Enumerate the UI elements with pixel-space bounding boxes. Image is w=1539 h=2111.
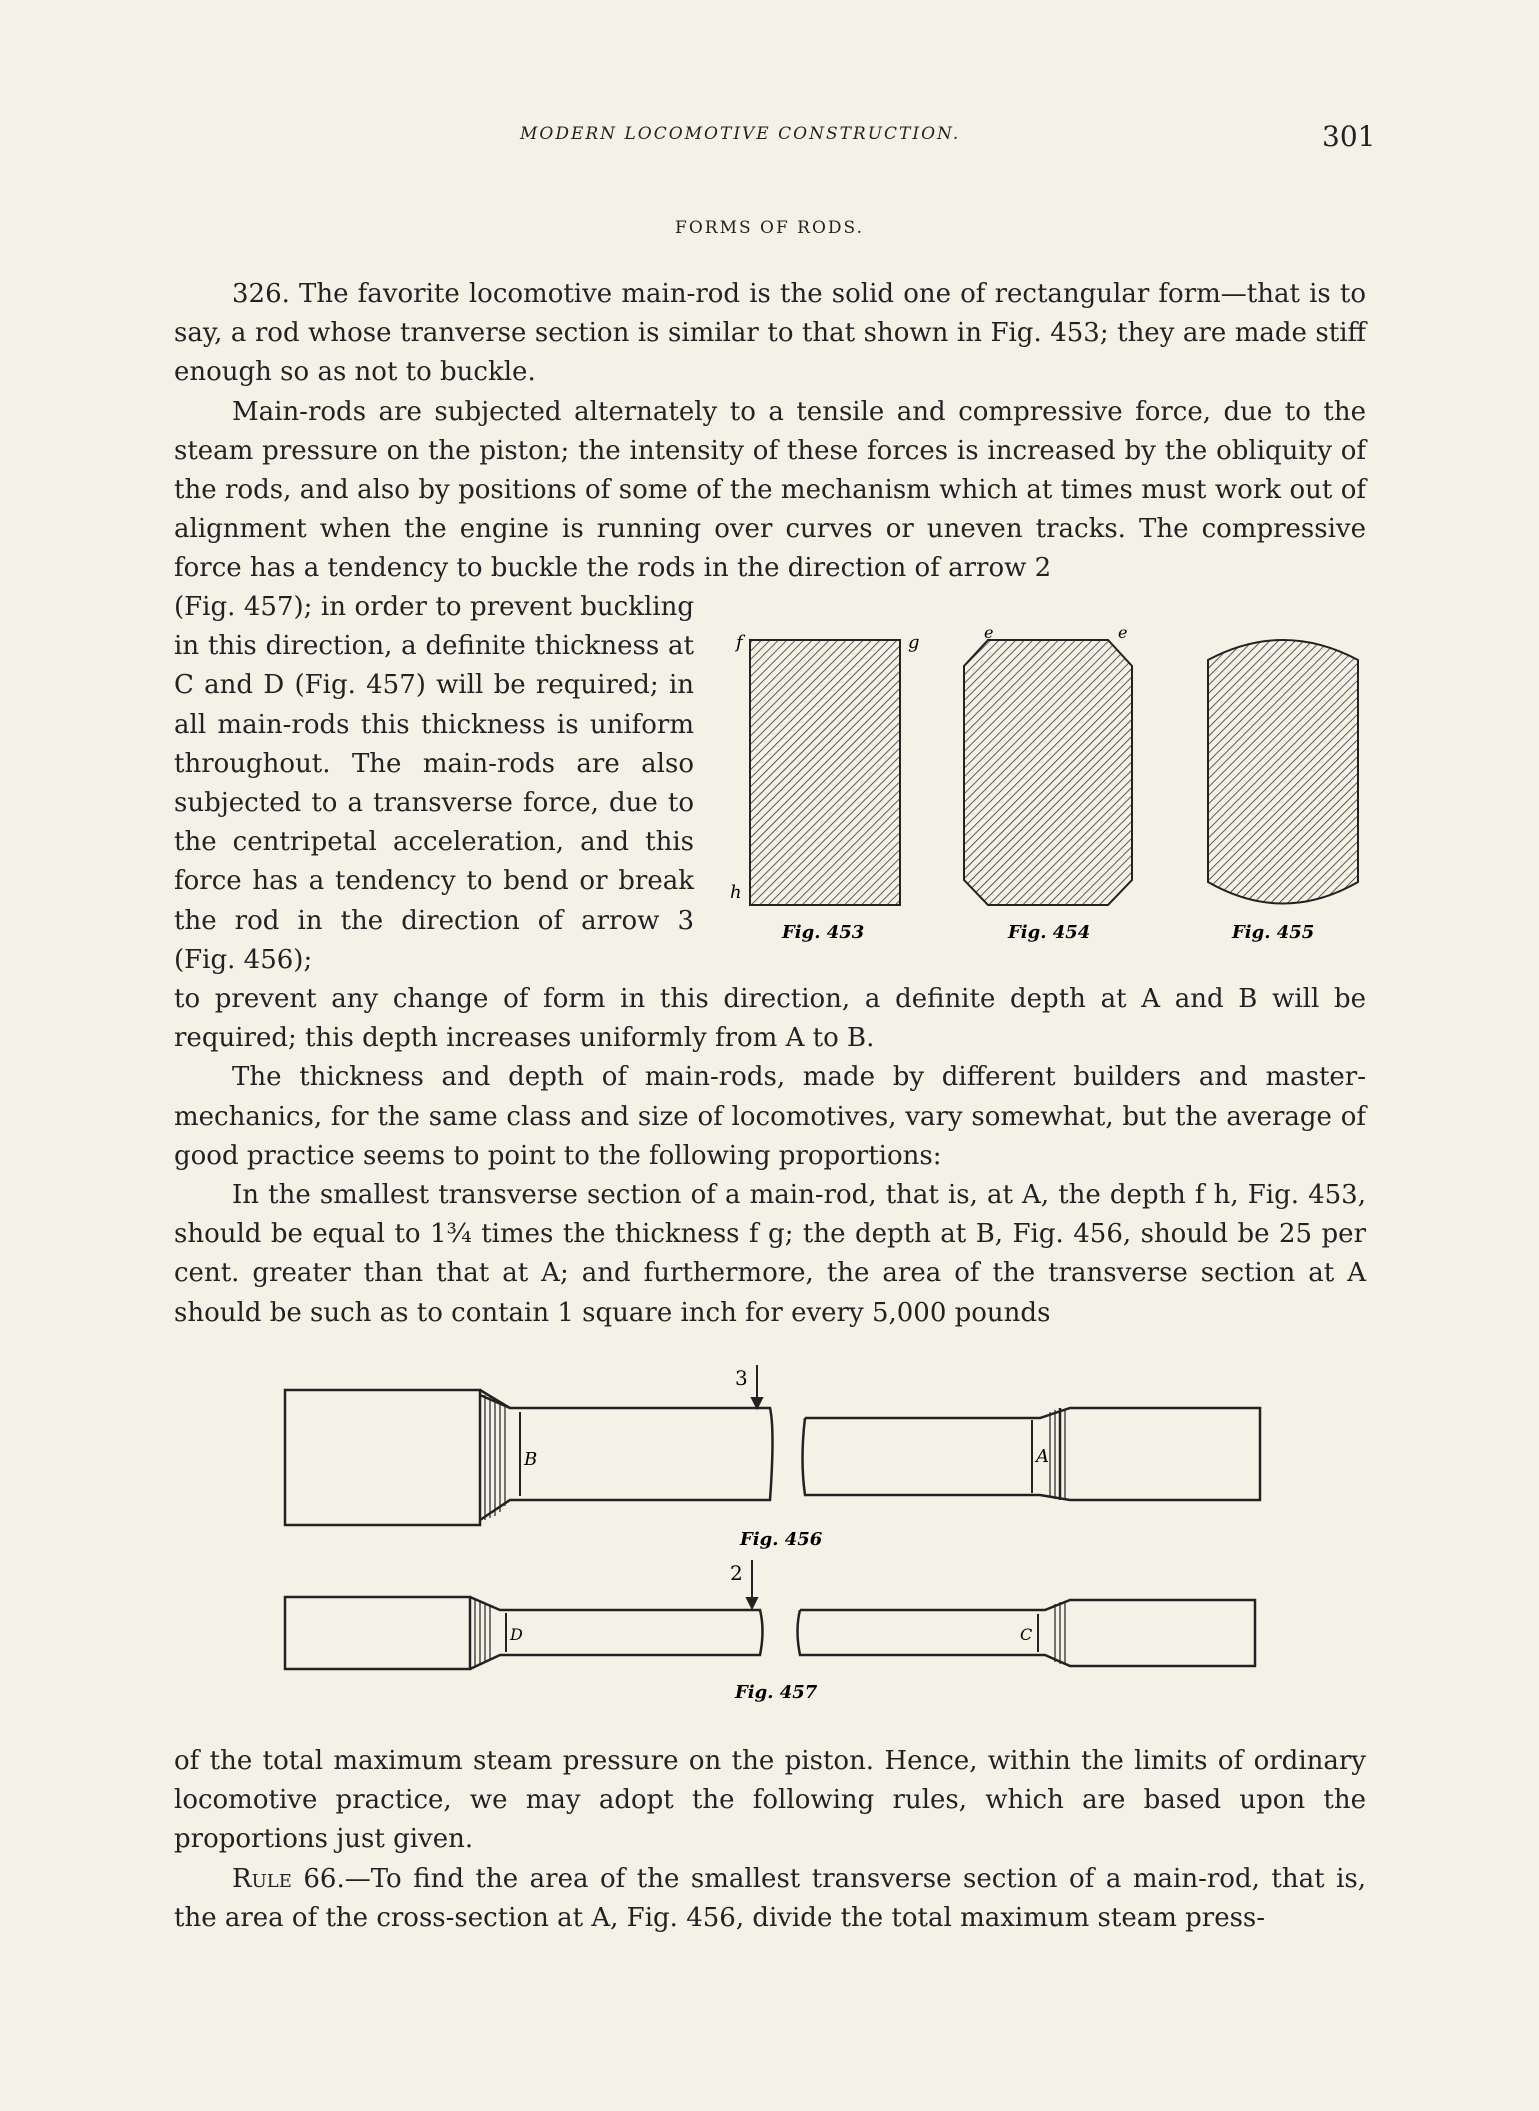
wrapped-text-column	[174, 588, 694, 980]
letter-g: g	[908, 632, 920, 653]
body-text-bottom	[174, 1742, 1366, 1938]
rule-text: 66.—To find the area of the smallest transverse section of a main-rod, that is, the area of the cross-section at A, Fig. 456, divide the total maximum steam press-	[174, 1863, 1366, 1933]
paragraph-proportions: The thickness and depth of main-rods, made by different builders and master-mechanics, for the same class and size of locomotives, vary somewhat, but the average of good practice seems to point to the following proportions:	[174, 1062, 1366, 1171]
body-text-middle	[174, 980, 1366, 1333]
rule-66	[174, 1860, 1366, 1938]
fig453-section	[750, 640, 900, 905]
section-title: FORMS OF RODS.	[675, 218, 864, 238]
fig454-section	[964, 640, 1132, 905]
letter-f: f	[736, 632, 743, 653]
letter-h: h	[730, 882, 742, 903]
paragraph-total-pressure: of the total maximum steam pressure on the piston. Hence, within the limits of ordinary locomotive practice, we may adopt the following rules, which are based upon the proportions just given.	[174, 1746, 1366, 1855]
label-A: A	[1036, 1446, 1049, 1467]
fig457-caption: Fig. 457	[735, 1682, 818, 1703]
cross-section-figures	[730, 620, 1370, 950]
running-title: MODERN LOCOMOTIVE CONSTRUCTION.	[520, 124, 961, 144]
rule-label: Rule	[232, 1863, 292, 1894]
paragraph-depth: to prevent any change of form in this direction, a definite depth at A and B will be required; this depth increases uniformly from A to B.	[174, 984, 1366, 1054]
label-C: C	[1020, 1625, 1033, 1644]
fig454-caption: Fig. 454	[1008, 922, 1091, 943]
fig453-caption: Fig. 453	[782, 922, 865, 943]
wrapped-paragraph: (Fig. 457); in order to prevent buckling in this direction, a definite thickness at C and D (Fig. 457) will be required; in all main-rods this thickness is uniform throughout. The main-rods are also subjected to a transverse force, due to the centripetal acceleration, and this force has a tendency to bend or break the rod in the direction of arrow 3 (Fig. 456);	[174, 592, 694, 975]
fig456-caption: Fig. 456	[740, 1529, 823, 1550]
paragraph-main-rods: Main-rods are subjected alternately to a tensile and compressive force, due to the steam pressure on the piston; the intensity of these forces is increased by the obliquity of the rods, and also by positions of some of the mechanism which at times must work out of alignment when the engine is running over curves or uneven tracks. The compressive force has a tendency to buckle the rods in the direction of arrow 2	[174, 396, 1366, 584]
arrow-2-label: 2	[730, 1561, 743, 1585]
label-D: D	[510, 1625, 523, 1644]
letter-e-left: e	[984, 623, 994, 642]
fig455-caption: Fig. 455	[1232, 922, 1315, 943]
rod-figures	[280, 1360, 1270, 1710]
paragraph-326: 326. The favorite locomotive main-rod is the solid one of rectangular form—that is to say, a rod whose tranverse section is similar to that shown in Fig. 453; they are made stiff enough so as not to buckle.	[174, 279, 1366, 388]
arrow-3-label: 3	[735, 1366, 748, 1390]
label-B: B	[524, 1449, 538, 1470]
fig455-section	[1208, 640, 1358, 904]
letter-e-right: e	[1118, 623, 1128, 642]
page-number: 301	[1322, 120, 1376, 153]
body-text-top	[174, 275, 1366, 589]
paragraph-smallest-section: In the smallest transverse section of a main-rod, that is, at A, the depth f h, Fig. 453, should be equal to 1¾ times the thickness f g; the depth at B, Fig. 456, should be 25 per cent. greater than that at A; and furthermore, the area of the transverse section at A should be such as to contain 1 square inch for every 5,000 pounds	[174, 1180, 1366, 1328]
